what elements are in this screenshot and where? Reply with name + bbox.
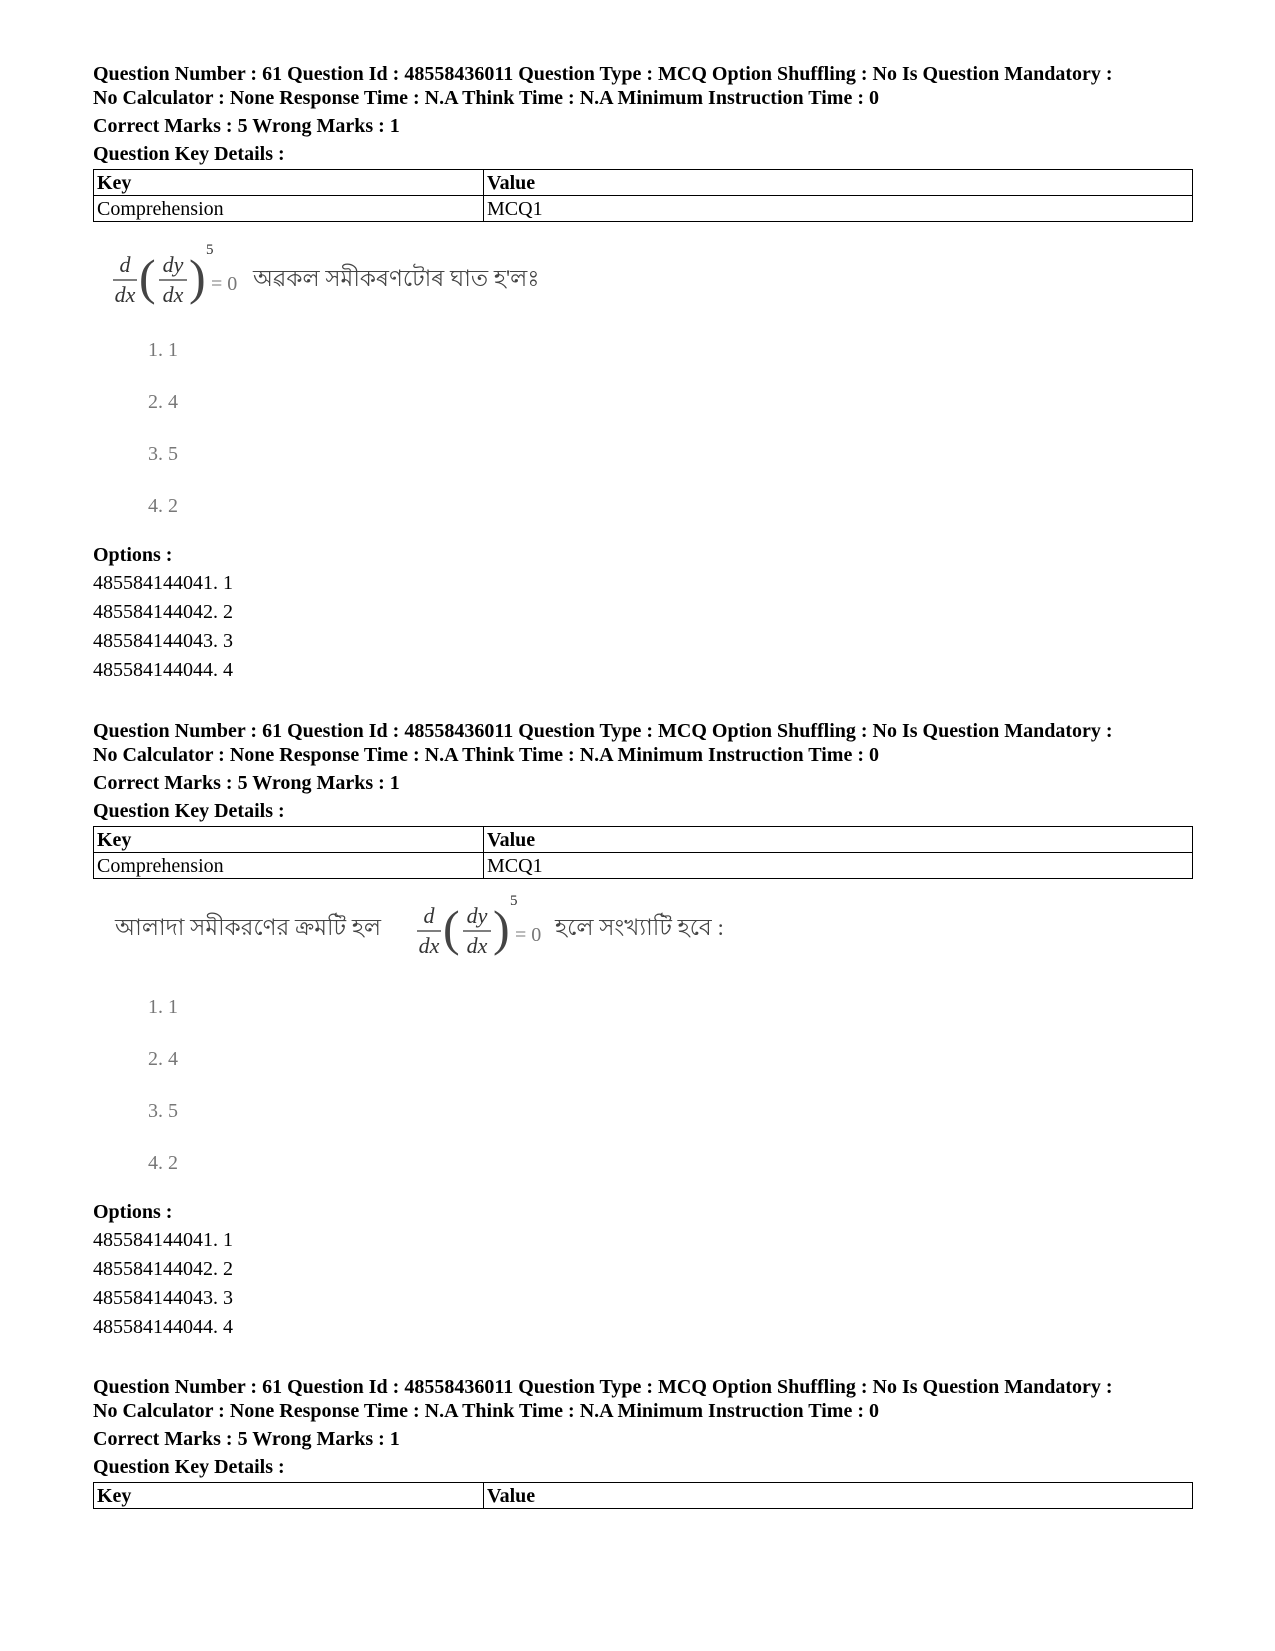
marks-line: Correct Marks : 5 Wrong Marks : 1 xyxy=(93,772,400,794)
question-formula xyxy=(93,236,693,324)
svg-text:(: ( xyxy=(443,900,460,956)
table-cell-key: Comprehension xyxy=(94,196,484,222)
option-item: 485584144043. 3 xyxy=(93,1287,233,1309)
options-label: Options : xyxy=(93,1201,173,1223)
question-image xyxy=(93,893,1193,981)
question-formula xyxy=(93,893,793,981)
formula-exponent: 5 xyxy=(206,242,214,258)
key-details-label: Question Key Details : xyxy=(93,800,285,822)
question-header xyxy=(93,1375,1193,1423)
table-cell-key: Comprehension xyxy=(94,853,484,879)
formula-denominator: dx xyxy=(418,933,440,958)
formula-rhs: = 0 xyxy=(515,924,542,946)
table-header-key: Key xyxy=(94,1483,484,1509)
header-line-1: Question Number : 61 Question Id : 48558436011 Question Type : MCQ Option Shuffling : No Is Question Mandatory : xyxy=(93,1376,1113,1398)
question-header xyxy=(93,62,1193,110)
table-cell-value: MCQ1 xyxy=(484,196,1193,222)
header-line-2: No Calculator : None Response Time : N.A Think Time : N.A Minimum Instruction Time : 0 xyxy=(93,1400,879,1422)
header-line-2: No Calculator : None Response Time : N.A Think Time : N.A Minimum Instruction Time : 0 xyxy=(93,87,879,109)
image-option: 4. 2 xyxy=(148,1152,178,1174)
formula-numerator: d xyxy=(423,903,435,928)
table-header-key: Key xyxy=(94,170,484,196)
svg-text:(: ( xyxy=(139,249,156,305)
image-options-list xyxy=(93,324,1193,532)
table-header-row xyxy=(94,827,1193,853)
table-header-key: Key xyxy=(94,827,484,853)
header-line-1: Question Number : 61 Question Id : 48558436011 Question Type : MCQ Option Shuffling : No Is Question Mandatory : xyxy=(93,720,1113,742)
option-item: 485584144041. 1 xyxy=(93,572,233,594)
key-details-label: Question Key Details : xyxy=(93,1456,285,1478)
table-header-row xyxy=(94,1483,1193,1509)
table-header-value: Value xyxy=(484,170,1193,196)
image-option: 4. 2 xyxy=(148,495,178,517)
question-text: অৱকল সমীকৰণটোৰ ঘাত হ'লঃ xyxy=(253,266,540,291)
image-option: 3. 5 xyxy=(148,443,178,465)
question-text-before: আলাদা সমীকরণের ক্রমটি হল xyxy=(115,915,382,940)
option-item: 485584144044. 4 xyxy=(93,659,233,681)
option-item: 485584144042. 2 xyxy=(93,1258,233,1280)
image-option: 2. 4 xyxy=(148,391,178,413)
question-text-after: হলে সংখ্যাটি হবে : xyxy=(555,915,724,940)
header-line-2: No Calculator : None Response Time : N.A Think Time : N.A Minimum Instruction Time : 0 xyxy=(93,744,879,766)
marks-line: Correct Marks : 5 Wrong Marks : 1 xyxy=(93,1428,400,1450)
options-list xyxy=(93,569,1193,685)
formula-inner-numerator: dy xyxy=(162,252,184,277)
svg-text:): ) xyxy=(493,900,510,956)
key-details-table xyxy=(93,169,1193,222)
question-block-1 xyxy=(93,62,1193,685)
table-header-row xyxy=(94,170,1193,196)
formula-numerator: d xyxy=(119,252,131,277)
option-item: 485584144043. 3 xyxy=(93,630,233,652)
svg-text:): ) xyxy=(189,249,206,305)
formula-rhs: = 0 xyxy=(211,273,238,295)
marks-line: Correct Marks : 5 Wrong Marks : 1 xyxy=(93,115,400,137)
table-header-value: Value xyxy=(484,1483,1193,1509)
formula-inner-denominator: dx xyxy=(466,933,488,958)
image-option: 3. 5 xyxy=(148,1100,178,1122)
options-label: Options : xyxy=(93,544,173,566)
formula-inner-denominator: dx xyxy=(162,282,184,307)
question-block-3 xyxy=(93,1375,1193,1509)
table-header-value: Value xyxy=(484,827,1193,853)
image-options-list xyxy=(93,981,1193,1189)
formula-denominator: dx xyxy=(114,282,136,307)
key-details-table xyxy=(93,1482,1193,1509)
table-row xyxy=(94,853,1193,879)
options-list xyxy=(93,1226,1193,1342)
key-details-table xyxy=(93,826,1193,879)
key-details-label: Question Key Details : xyxy=(93,143,285,165)
image-option: 2. 4 xyxy=(148,1048,178,1070)
option-item: 485584144041. 1 xyxy=(93,1229,233,1251)
table-cell-value: MCQ1 xyxy=(484,853,1193,879)
question-image xyxy=(93,236,1193,324)
formula-exponent: 5 xyxy=(510,893,518,909)
table-row xyxy=(94,196,1193,222)
header-line-1: Question Number : 61 Question Id : 48558436011 Question Type : MCQ Option Shuffling : No Is Question Mandatory : xyxy=(93,63,1113,85)
option-item: 485584144042. 2 xyxy=(93,601,233,623)
image-option: 1. 1 xyxy=(148,339,178,361)
question-block-2 xyxy=(93,719,1193,1342)
formula-inner-numerator: dy xyxy=(466,903,488,928)
image-option: 1. 1 xyxy=(148,996,178,1018)
option-item: 485584144044. 4 xyxy=(93,1316,233,1338)
question-header xyxy=(93,719,1193,767)
